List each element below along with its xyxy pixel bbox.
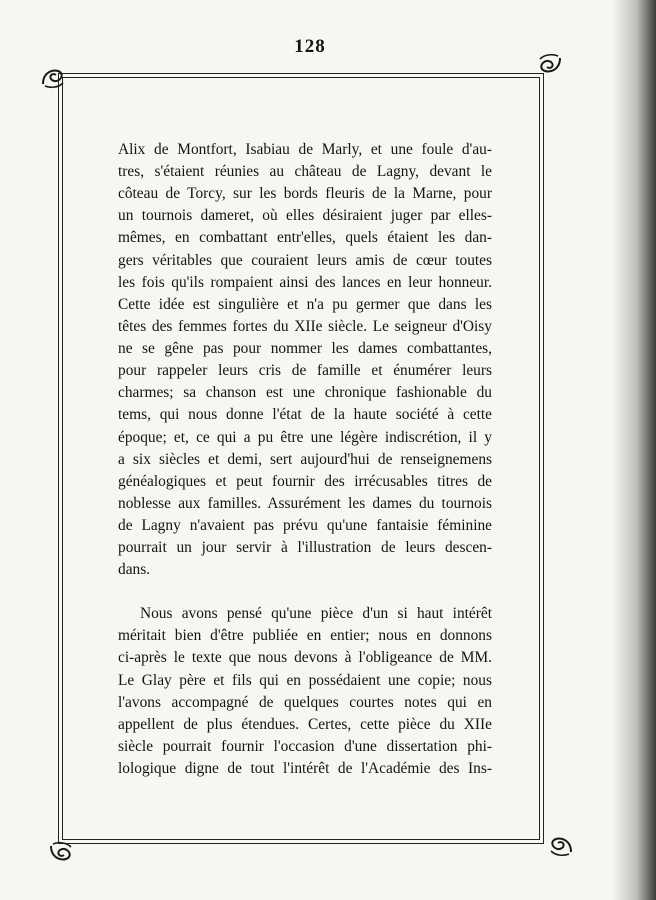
text-line: tres, s'étaient réunies au château de Lagny, devant le xyxy=(118,163,492,180)
text-line: gers véritables que couraient leurs amis de cœur toutes xyxy=(118,252,492,269)
text-line: Alix de Montfort, Isabiau de Marly, et une foule d'au- xyxy=(118,141,492,158)
page-number: 128 xyxy=(294,36,326,57)
text-line: mêmes, en combattant entr'elles, quels étaient les dan- xyxy=(118,229,492,246)
text-line: Nous avons pensé qu'une pièce d'un si haut intérêt xyxy=(140,605,492,622)
text-line: un tournois dameret, où elles désiraient juger par elles- xyxy=(118,207,492,224)
text-line: Cette idée est singulière et n'a pu germer que dans les xyxy=(118,296,492,313)
text-line: dans. xyxy=(118,561,151,578)
text-line: siècle pourrait fournir l'occasion d'une dissertation phi- xyxy=(118,738,492,755)
text-line: ne se gêne pas pour nommer les dames combattantes, xyxy=(118,340,492,357)
text-line: ci-après le texte que nous devons à l'obligeance de MM. xyxy=(118,649,492,666)
text-line: a six siècles et demi, sert aujourd'hui de renseignemens xyxy=(118,451,492,468)
text-line: têtes des femmes fortes du XIIe siècle. Le seigneur d'Oisy xyxy=(118,318,492,335)
text-line: noblesse aux familles. Assurément les dames du tournois xyxy=(118,495,492,512)
text-line: généalogiques et peut fournir des irrécusables titres de xyxy=(118,473,492,490)
text-line: lologique digne de tout l'intérêt de l'Académie des Ins- xyxy=(118,760,492,777)
text-line: Le Glay père et fils qui en possédaient une copie; nous xyxy=(118,672,492,689)
text-line: charmes; sa chanson est une chronique fashionable du xyxy=(118,384,492,401)
text-line: de Lagny n'avaient pas prévu qu'une fantaisie féminine xyxy=(118,517,492,534)
text-line: tems, qui nous donne l'état de la haute société à cette xyxy=(118,406,492,423)
text-line: les fois qu'ils rompaient ainsi des lances en leur honneur. xyxy=(118,274,492,291)
text-line: époque; et, ce qui a pu être une légère indiscrétion, il y xyxy=(118,429,492,446)
text-line: côteau de Torcy, sur les bords fleuris de la Marne, pour xyxy=(118,185,492,202)
text-line: l'avons accompagné de quelques courtes notes qui en xyxy=(118,694,492,711)
text-line: méritait bien d'être publiée en entier; nous en donnons xyxy=(118,627,492,644)
text-line: appellent de plus étendues. Certes, cette pièce du XIIe xyxy=(118,716,492,733)
text-line: pour rappeler leurs cris de famille et énumérer leurs xyxy=(118,362,492,379)
text-line: pourrait un jour servir à l'illustration de leurs descen- xyxy=(118,539,492,556)
